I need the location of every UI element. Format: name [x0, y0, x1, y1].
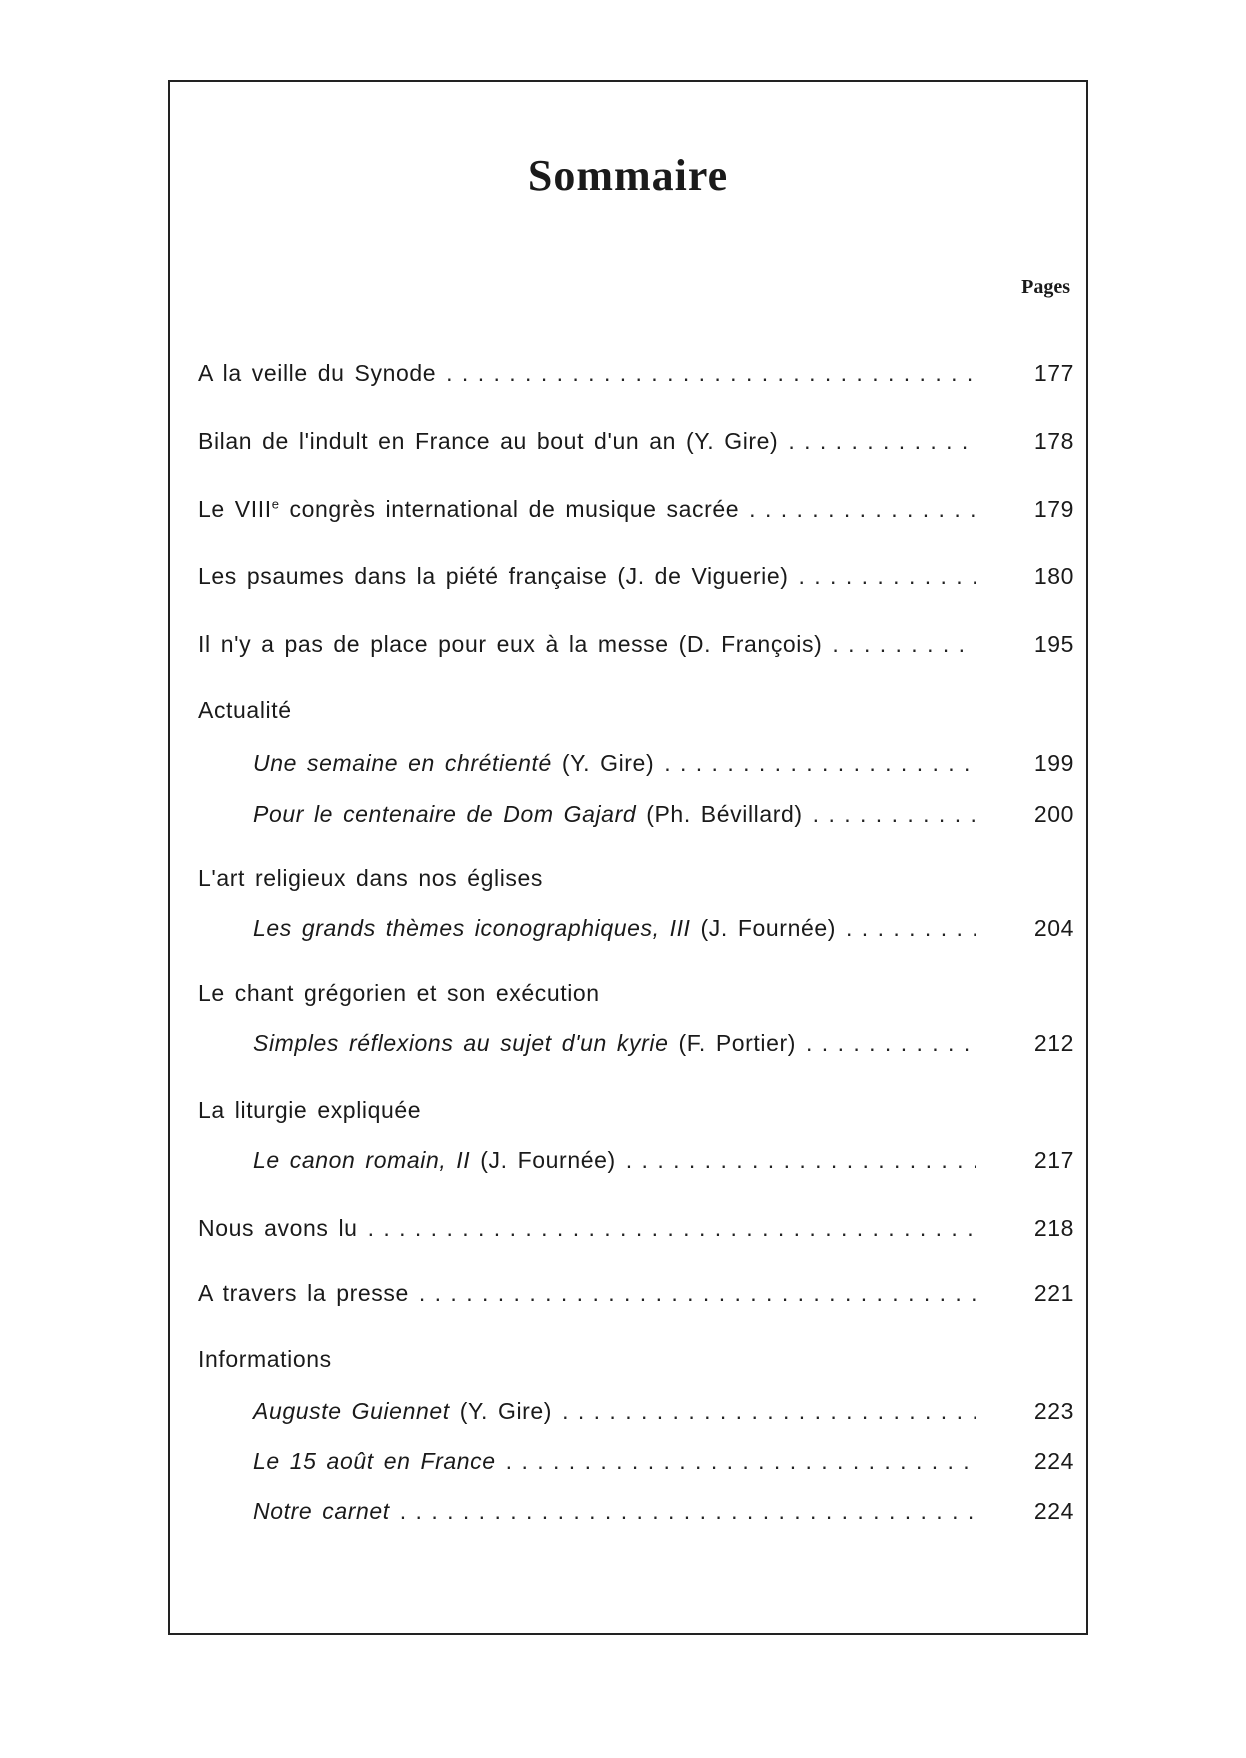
toc-entry-author: (Ph. Bévillard) — [636, 801, 803, 827]
toc-entry-title: A la veille du Synode — [198, 360, 437, 386]
toc-section-heading — [198, 980, 1074, 1014]
toc-entry — [253, 1398, 1074, 1432]
dot-leader — [400, 1498, 976, 1525]
toc-entry — [198, 496, 1074, 530]
dot-leader — [446, 360, 976, 387]
toc-entry-title: Le VIIIe congrès international de musique sacrée — [198, 496, 740, 522]
toc-section-heading — [198, 1097, 1074, 1131]
dot-leader — [419, 1280, 976, 1307]
dot-leader — [798, 563, 976, 590]
toc-entry — [198, 631, 1074, 665]
dot-leader — [626, 1147, 976, 1174]
dot-leader — [562, 1398, 976, 1425]
toc-entry-author: (J. Fournée) — [690, 915, 837, 941]
toc-entry — [198, 428, 1074, 462]
toc-page-number: 224 — [1033, 1448, 1074, 1474]
toc-entry — [253, 915, 1074, 949]
toc-entry-title: Pour le centenaire de Dom Gajard (Ph. Bévillard) — [253, 801, 803, 827]
toc-page-number: 218 — [1033, 1215, 1074, 1241]
toc-entry — [253, 750, 1074, 784]
toc-entry-title: Notre carnet — [253, 1498, 390, 1524]
toc-entry-author: (Y. Gire) — [676, 428, 779, 454]
toc-entry — [253, 801, 1074, 835]
toc-entry-author: (Y. Gire) — [551, 750, 655, 776]
toc-page-number: 212 — [1033, 1030, 1074, 1056]
toc-entry-title: Simples réflexions au sujet d'un kyrie (F. Portier) — [253, 1030, 797, 1056]
page-title: Sommaire — [527, 151, 729, 200]
toc-page-number: 180 — [1033, 563, 1074, 589]
toc-entry — [253, 1498, 1074, 1532]
toc-entry-title: Bilan de l'indult en France au bout d'un an (Y. Gire) — [198, 428, 779, 454]
dot-leader — [506, 1448, 976, 1475]
toc-entry-title: Une semaine en chrétienté (Y. Gire) — [253, 750, 655, 776]
toc-entry — [253, 1030, 1074, 1064]
toc-entry — [253, 1448, 1074, 1482]
dot-leader — [832, 631, 976, 658]
dot-leader — [749, 496, 976, 523]
toc-page-number: 195 — [1033, 631, 1074, 657]
toc-page-number: 217 — [1033, 1147, 1074, 1173]
toc-entry-title: Nous avons lu — [198, 1215, 358, 1241]
toc-entry-author: (J. de Viguerie) — [607, 563, 789, 589]
toc-entry — [198, 1215, 1074, 1249]
toc-entry — [253, 1147, 1074, 1181]
toc-page-number: 199 — [1033, 750, 1074, 776]
toc-entry — [198, 360, 1074, 394]
toc-entry-title: Le 15 août en France — [253, 1448, 496, 1474]
dot-leader — [846, 915, 976, 942]
toc-entry-title: Le canon romain, II (J. Fournée) — [253, 1147, 616, 1173]
toc-section-heading — [198, 1346, 1074, 1380]
toc-page-number: 177 — [1033, 360, 1074, 386]
toc-section-heading — [198, 865, 1074, 899]
toc-entry-title: Il n'y a pas de place pour eux à la messe (D. François) — [198, 631, 823, 657]
toc-page-number: 204 — [1033, 915, 1074, 941]
toc-entry-author: (D. François) — [668, 631, 823, 657]
toc-entry-title: Auguste Guiennet (Y. Gire) — [253, 1398, 553, 1424]
toc-page-number: 178 — [1033, 428, 1074, 454]
toc-entry-author: (F. Portier) — [668, 1030, 797, 1056]
dot-leader — [664, 750, 976, 777]
toc-page-number: 221 — [1033, 1280, 1074, 1306]
dot-leader — [813, 801, 976, 828]
pages-column-header: Pages — [1021, 276, 1070, 298]
dot-leader — [788, 428, 976, 455]
toc-entry-title: Les grands thèmes iconographiques, III (J. Fournée) — [253, 915, 837, 941]
toc-entry-title: A travers la presse — [198, 1280, 409, 1306]
toc-entry-title: Actualité — [198, 697, 292, 723]
toc-entry-title: Les psaumes dans la piété française (J. de Viguerie) — [198, 563, 789, 589]
toc-entry — [198, 1280, 1074, 1314]
toc-entry-title: L'art religieux dans nos églises — [198, 865, 543, 891]
toc-entry-title: Informations — [198, 1346, 332, 1372]
toc-page-number: 200 — [1033, 801, 1074, 827]
toc-page-number: 179 — [1033, 496, 1074, 522]
toc-section-heading — [198, 697, 1074, 731]
dot-leader — [368, 1215, 976, 1242]
toc-entry — [198, 563, 1074, 597]
toc-entry-author: (J. Fournée) — [470, 1147, 616, 1173]
toc-entry-author: (Y. Gire) — [449, 1398, 553, 1424]
toc-entry-title: Le chant grégorien et son exécution — [198, 980, 600, 1006]
toc-page-number: 224 — [1033, 1498, 1074, 1524]
toc-entry-title: La liturgie expliquée — [198, 1097, 422, 1123]
toc-page-number: 223 — [1033, 1398, 1074, 1424]
dot-leader — [806, 1030, 976, 1057]
